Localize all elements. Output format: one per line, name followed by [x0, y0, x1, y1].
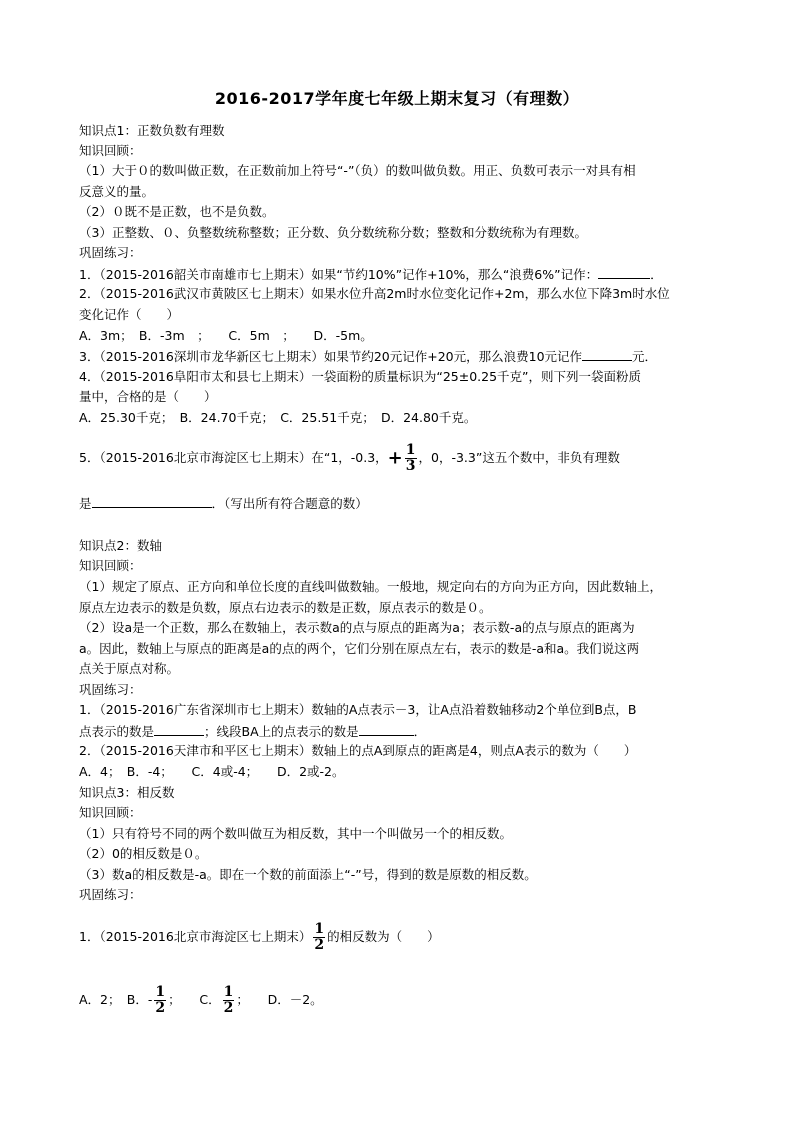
section-1-question-4: 4．（2015-2016阜阳市太和县七上期末）一袋面粉的质量标识为“25±0.25千克”，则下列一袋面粉质 [79, 369, 642, 384]
section-2-question-2-options: A．4； B．-4； C．4或-4； D．2或-2。 [79, 764, 345, 779]
section-1-review-label: 知识回顾： [79, 143, 142, 158]
section-2-heading: 知识点2：数轴 [79, 538, 162, 553]
answer-blank[interactable] [154, 723, 204, 736]
section-1-heading: 知识点1：正数负数有理数 [79, 123, 225, 138]
plus-sign: + [387, 447, 403, 469]
section-1-point-3: （3）正整数、０、负整数统称整数；正分数、负分数统称分数；整数和分数统称为有理数。 [79, 225, 587, 240]
fraction-option-b [154, 985, 166, 1016]
section-3-heading: 知识点3：相反数 [79, 785, 175, 800]
section-2-point-2-end: 点关于原点对称。 [79, 661, 180, 676]
section-1-question-3 [79, 348, 719, 365]
section-1-question-4-cont: 量中，合格的是（ ） [79, 389, 217, 404]
fraction-numerator: 1 [314, 921, 325, 937]
section-2-point-2: （2）设a是一个正数，那么在数轴上，表示数a的点与原点的距离为a；表示数-a的点与原点的距离为 [79, 620, 635, 635]
option-a-b-text: A．2； B．- [79, 992, 153, 1007]
fraction-denominator: 2 [314, 937, 325, 953]
question-5-text: 5．（2015-2016北京市海淀区七上期末）在“1，-0.3， [79, 450, 388, 465]
section-3-question-1 [79, 919, 719, 955]
answer-blank[interactable] [598, 266, 650, 279]
section-1-question-1 [79, 266, 719, 283]
section-2-point-2-cont: a。因此，数轴上与原点的距离是a的点的两个，它们分别在原点左右，表示的数是-a和a。我们说这两 [79, 641, 640, 656]
question-1-mid: ；线段BA上的点表示的数是 [204, 724, 359, 739]
section-1-question-5-cont [79, 495, 719, 512]
question-5-end: ．（写出所有符合题意的数） [211, 496, 368, 511]
section-3-point-3: （3）数a的相反数是-a。即在一个数的前面添上“-”号，得到的数是原数的相反数。 [79, 867, 537, 882]
section-1-point-1-cont: 反意义的量。 [79, 184, 155, 199]
question-1-end: ． [413, 724, 427, 739]
page-title: 2016-2017学年度七年级上期末复习（有理数） [214, 89, 580, 108]
fraction-numerator: 1 [405, 442, 416, 458]
option-d-text: ； D．－2。 [236, 992, 323, 1007]
fraction-denominator: 2 [155, 1000, 166, 1016]
option-c-text: ； C． [168, 992, 221, 1007]
section-2-review-label: 知识回顾： [79, 558, 142, 573]
section-2-point-1-cont: 原点左边表示的数是负数，原点右边表示的数是正数，原点表示的数是０。 [79, 600, 492, 615]
section-2-question-1-cont [79, 723, 719, 740]
section-2-point-1: （1）规定了原点、正方向和单位长度的直线叫做数轴。一般地，规定向右的方向为正方向，因此数轴上， [79, 579, 662, 594]
question-1-text: 1．（2015-2016韶关市南雄市七上期末）如果“节约10%”记作+10%，那么“浪费6%”记作： [79, 267, 599, 282]
answer-blank[interactable] [359, 723, 414, 736]
section-1-question-2: 2．（2015-2016武汉市黄陂区七上期末）如果水位升高2m时水位变化记作+2m，那么水位下降3m时水位 [79, 286, 670, 301]
section-2-question-2: 2．（2015-2016天津市和平区七上期末）数轴上的点A到原点的距离是4，则点A表示的数为（ ） [79, 743, 637, 758]
fraction-denominator: 3 [405, 458, 416, 474]
question-3-end: 元． [632, 349, 658, 364]
section-2-question-1: 1．（2015-2016广东省深圳市七上期末）数轴的A点表示－3，让A点沿着数轴移动2个单位到B点，B [79, 702, 637, 717]
fraction-numerator: 1 [223, 984, 234, 1000]
answer-blank[interactable] [92, 495, 212, 508]
section-1-question-2-options: A．3m； B．-3m ； C．5m ； D．-5m。 [79, 328, 373, 343]
section-1-question-2-cont: 变化记作（ ） [79, 307, 180, 322]
section-3-point-2: （2）0的相反数是０。 [79, 846, 208, 861]
fraction-numerator: 1 [155, 984, 166, 1000]
question-3-text: 3．（2015-2016深圳市龙华新区七上期末）如果节约20元记作+20元，那么浪费10元记作 [79, 349, 583, 364]
fraction-one-half [313, 922, 325, 953]
section-3-practice-label: 巩固练习： [79, 887, 142, 902]
question-1-end: 的相反数为（ ） [327, 929, 440, 944]
fraction-denominator: 2 [223, 1000, 234, 1016]
section-1-point-1: （1）大于０的数叫做正数，在正数前加上符号“-”（负）的数叫做负数。用正、负数可表示一对具有相 [79, 163, 636, 178]
section-1-point-2: （2）０既不是正数，也不是负数。 [79, 204, 275, 219]
question-1-end: ． [650, 267, 663, 282]
section-3-review-label: 知识回顾： [79, 805, 142, 820]
section-1-practice-label: 巩固练习： [79, 245, 142, 260]
fraction-option-c [223, 985, 235, 1016]
fraction-one-third [405, 443, 417, 474]
section-3-question-1-options [79, 982, 719, 1018]
section-3-point-1: （1）只有符号不同的两个数叫做互为相反数，其中一个叫做另一个的相反数。 [79, 826, 512, 841]
answer-blank[interactable] [582, 348, 632, 361]
question-1-text: 1．（2015-2016北京市海淀区七上期末） [79, 929, 312, 944]
section-2-practice-label: 巩固练习： [79, 682, 142, 697]
question-1-lead: 点表示的数是 [79, 724, 155, 739]
question-5-text-cont: ，0，-3.3”这五个数中，非负有理数 [418, 450, 620, 465]
section-1-question-4-options: A．25.30千克； B．24.70千克； C．25.51千克； D．24.80千克。 [79, 410, 477, 425]
question-5-lead: 是 [79, 496, 92, 511]
section-1-question-5 [79, 440, 719, 477]
